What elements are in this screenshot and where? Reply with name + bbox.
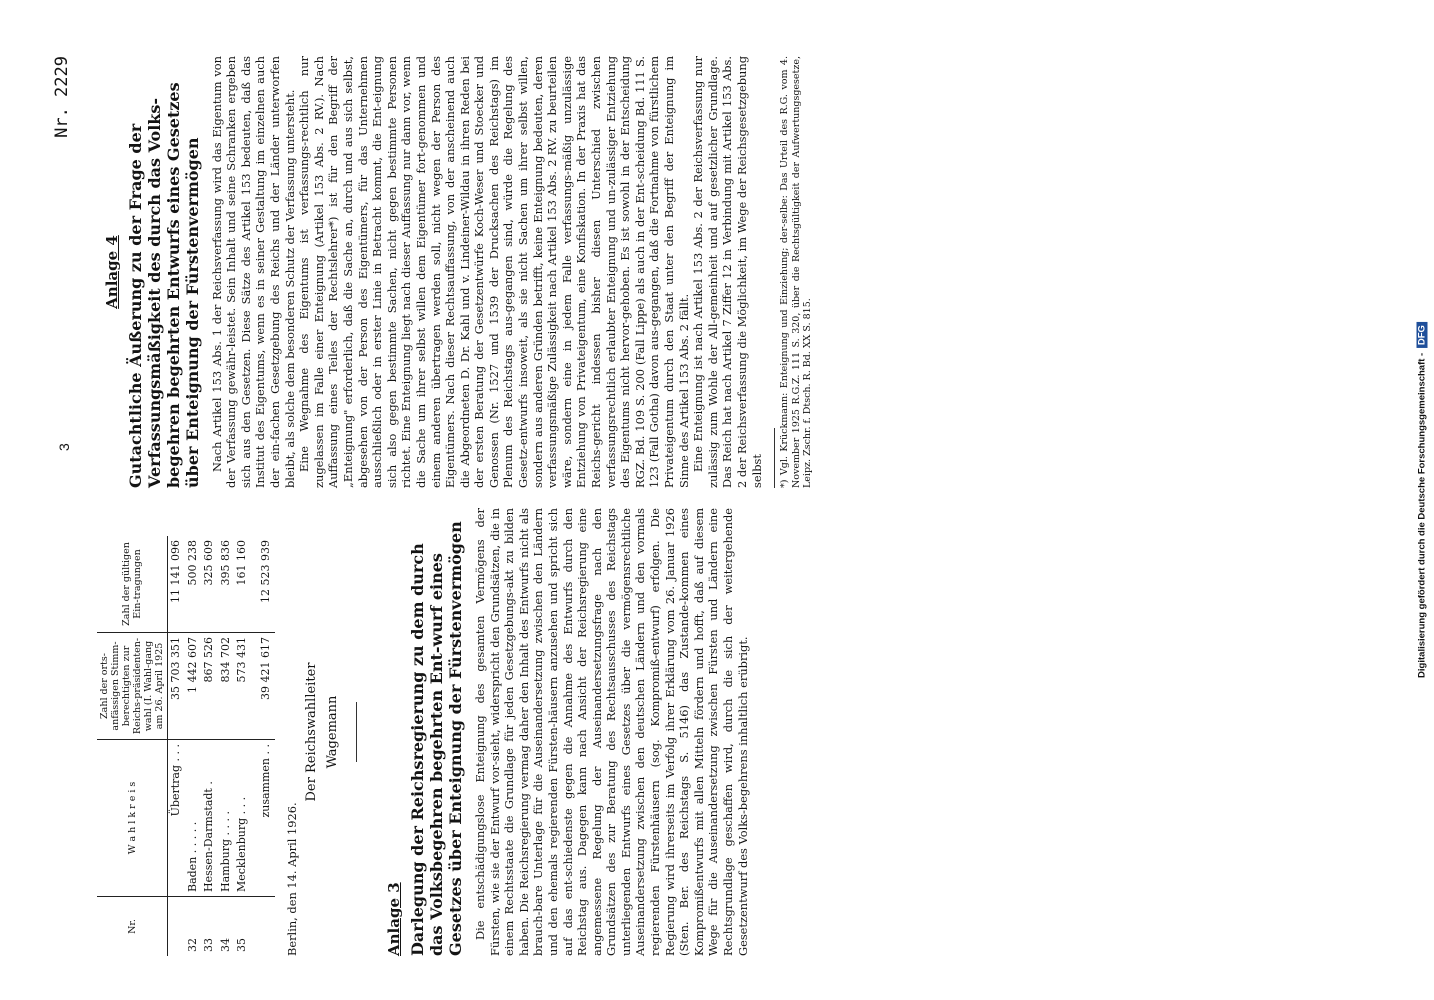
col-eintragungen: Zahl der gültigen Ein-tragungen [97,536,168,633]
anlage4-paragraph-3: Eine Enteignung ist nach Artikel 153 Abs. 2 der Reichsverfassung nur zulässig zum Wohle der All-gemeinheit und auf gesetzlicher Grundlage. Das Reich hat nach Artikel 7 Ziffer 12 in Verbindung mit Artikel 153 Abs. 2 der Reichsverfassung die Möglichkeit, im Wege der Reichsgesetzgebung selbst [691,56,764,488]
table-row: 32 Baden . . . . . 1 442 607 500 238 [185,536,202,956]
table-row: Übertrag . . . 35 703 351 11 141 096 [168,536,185,956]
election-table [97,536,275,956]
footnote: *) Vgl. Krückmann: Enteignung und Einziehung; der-selbe: Das Urteil des R.G. vom 4. November 1925 R.G.Z. 111 S. 320, über die Rechtsgültigkeit der Aufwertungsgesetze, Leipz. Zschr. f. Dtsch. R. Bd. XX S. 815. [779,56,814,488]
issue-number: Nr. 2229 [52,56,72,138]
table-total-row: zusammen . . 39 421 617 12 523 939 [251,536,275,956]
left-column [97,508,750,956]
page-header [52,56,82,956]
col-stimmberechtigte: Zahl der orts-anfässigen Stimm-berechtigten zur Reichs-präsidenten-wahl (I. Wahl-gang am 26. April 1925 [97,633,168,740]
dfg-logo: DFG [1417,322,1428,348]
date-line: Berlin, den 14. April 1926. [284,802,299,956]
digitization-text: Digitalisierung gefördert durch die Deutsche Forschungsgemeinschaft - [1416,352,1428,678]
col-nr: Nr. [97,897,168,957]
digitization-note [1417,322,1428,678]
right-column [97,56,814,488]
table-row: 34 Hamburg . . . . 834 702 395 836 [218,536,235,956]
signature-title: Der Reichswahlleiter [304,662,320,802]
document-page [52,56,1262,956]
anlage4-label: Anlage 4 [103,235,121,309]
divider [356,702,357,762]
table-row: 35 Mecklenburg . . . 573 431 161 160 [234,536,251,956]
anlage3-body: Die entschädigungslose Enteignung des gesamten Vermögens der Fürsten, wie sie der Entwurf vor-sieht, widerspricht den Grundsätzen, die in einem Rechtsstaate die Grundlage für jeden Gesetzgebungs-akt zu bilden haben. Die Reichsregierung vermag daher den Inhalt des Entwurfs nicht als brauch-bare Unterlage für die Auseinandersetzung zwischen den Ländern und den ehemals regierenden Fürsten-häusern anzusehen und spricht sich auf das ent-schiedenste gegen die Annahme des Entwurfs durch den Reichstag aus. Dagegen kann nach Ansicht der Reichsregierung eine angemessene Regelung der Auseinandersetzungsfrage nach den Grundsätzen des zur Beratung des Rechtsausschusses des Reichstags unterliegenden Entwurfs eines Gesetzes über die vermögensrechtliche Auseinandersetzung zwischen den deutschen Ländern und den vormals regierenden Fürstenhäusern (sog. Kompromiß-entwurf) erfolgen. Die Regierung wird ihrerseits im Verfolg ihrer Erklärung vom 26. Januar 1926 (Sten. Ber. des Reichstags S. 5146) das Zustande-kommen eines Kompromißentwurfs mit allen Mitteln fördern und hofft, daß auf diesem Wege für die Auseinandersetzung zwischen Fürsten und Ländern eine Rechtsgrundlage geschaffen wird, durch die sich der weitergehende Gesetzentwurf des Volks-begehrens inhaltlich erübrigt. [472,508,750,956]
col-wahlkreis: W a h l k r e i s [97,740,168,897]
page-number: 3 [56,443,72,451]
footnote-rule [774,428,775,488]
anlage4-paragraph-1: Nach Artikel 153 Abs. 1 der Reichsverfassung wird das Eigentum von der Verfassung gewähr-leistet. Sein Inhalt und seine Schranken ergeben sich aus den Gesetzen. Diese Sätze des Artikel 153 bedeuten, daß das Institut des Eigentums, wenn es in seiner Gestaltung im einzelnen auch der ein-fachen Gesetzgebung des Reichs und der Länder unterworfen bleibt, als solche dem besonderen Schutz der Verfassung untersteht. [209,56,297,488]
anlage4-heading: Gutachtliche Äußerung zu der Frage der Verfassungsmäßigkeit des durch das Volks-begehren begehrten Entwurfs eines Gesetzes über Enteignung der Fürstenvermögen [125,82,202,488]
signature-name: Wagemann [324,695,340,769]
table-header-row [97,536,168,956]
anlage4-paragraph-2: Eine Wegnahme des Eigentums ist verfassungs-rechtlich nur zugelassen im Falle einer Enteignung (Artikel 153 Abs. 2 RV.). Nach Auffassung eines Teiles der Rechtslehrer*) ist für den Begriff der „Enteignung" erforderlich, daß die Sache an, durch und aus sich selbst, abgesehen von der Person des Eigentümers, für das Unternehmen ausschließlich oder in erster Linie in Betracht kommt, die Ent-eignung sich also gegen bestimmte Sachen, nicht gegen bestimmte Personen richtet. Eine Enteignung liegt nach dieser Auffassung nur dann vor, wenn die Sache um ihrer selbst willen dem Eigentümer fort-genommen und einem anderen übertragen werden soll, nicht wegen der Person des Eigentümers. Nach dieser Rechtsauffassung, von der anscheinend auch die Abgeordneten D. Dr. Kahl und v. Lindeiner-Wildau in ihren Reden bei der ersten Beratung der Gesetzentwürfe Koch-Weser und Stoecker und Genossen (Nr. 1527 und 1539 der Drucksachen des Reichstags) im Plenum des Reichstags aus-gegangen sind, würde die Regelung des Gesetz-entwurfs insoweit, als sie nicht Sachen um ihrer selbst willen, sondern aus anderen Gründen betrifft, keine Enteignung bedeuten, deren verfassungsmäßige Zulässigkeit nach Artikel 153 Abs. 2 RV. zu beurteilen wäre, sondern eine in jedem Falle verfassungs-mäßig unzulässige Entziehung von Privateigentum, eine Konfiskation. In der Praxis hat das Reichs-gericht indessen bisher diesen Unterschied zwischen verfassungsrechtlich erlaubter Enteignung und un-zulässiger Entziehung des Eigentums nicht hervor-gehoben. Es ist sowohl in der Entscheidung RGZ. Bd. 109 S. 200 (Fall Lippe) als auch in der Ent-scheidung Bd. 111 S. 123 (Fall Gotha) davon aus-gegangen, daß die Fortnahme von fürstlichem Privateigentum durch den Staat unter den Begriff der Enteignung im Sinne des Artikel 153 Abs. 2 fällt. [297,56,691,488]
anlage3-label: Anlage 3 [385,882,404,956]
table-row: 33 Hessen-Darmstadt . 867 526 325 609 [201,536,218,956]
anlage3-heading: Darlegung der Reichsregierung zu dem durch das Volksbegehren begehrten Ent-wurf eines Gesetzes über Enteignung der Fürstenvermögen [407,521,465,956]
